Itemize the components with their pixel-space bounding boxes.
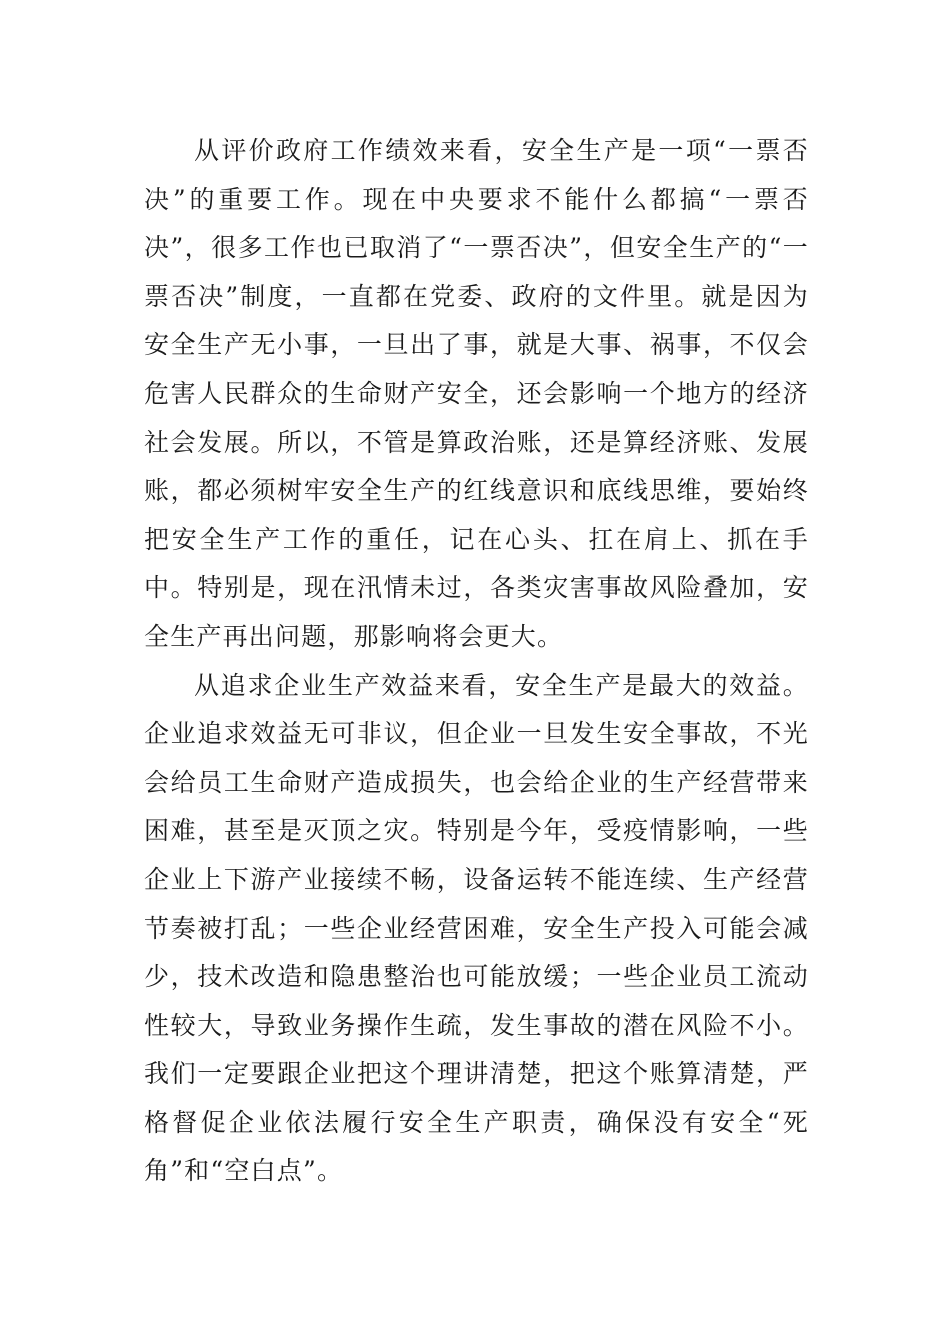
paragraph-government-performance: 从评价政府工作绩效来看，安全生产是一项“一票否决”的重要工作。现在中央要求不能什么都搞“一票否决”，很多工作也已取消了“一票否决”，但安全生产的“一票否决”制度，一直都在党委、政府的文件里。就是因为安全生产无小事，一旦出了事，就是大事、祸事，不仅会危害人民群众的生命财产安全，还会影响一个地方的经济社会发展。所以，不管是算政治账，还是算经济账、发展账，都必须树牢安全生产的红线意识和底线思维，要始终把安全生产工作的重任，记在心头、扛在肩上、抓在手中。特别是，现在汛情未过，各类灾害事故风险叠加，安全生产再出问题，那影响将会更大。: [144, 136, 809, 651]
document-body: [144, 127, 809, 1196]
paragraph-enterprise-benefit: 从追求企业生产效益来看，安全生产是最大的效益。企业追求效益无可非议，但企业一旦发生安全事故，不光会给员工生命财产造成损失，也会给企业的生产经营带来困难，甚至是灭顶之灾。特别是今年，受疫情影响，一些企业上下游产业接续不畅，设备运转不能连续、生产经营节奏被打乱；一些企业经营困难，安全生产投入可能会减少，技术改造和隐患整治也可能放缓；一些企业员工流动性较大，导致业务操作生疏，发生事故的潜在风险不小。我们一定要跟企业把这个理讲清楚，把这个账算清楚，严格督促企业依法履行安全生产职责，确保没有安全“死角”和“空白点”。: [144, 670, 809, 1186]
